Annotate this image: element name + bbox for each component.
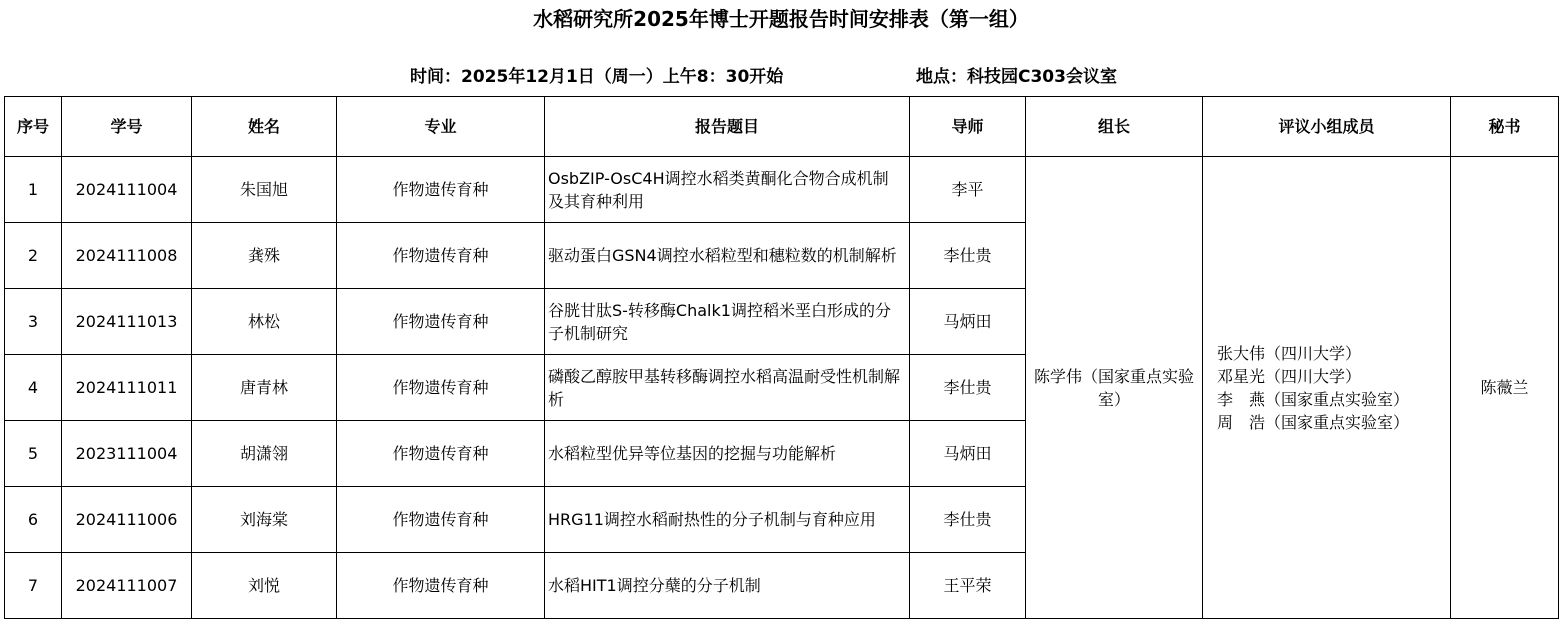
- row-no: 6: [5, 487, 62, 553]
- header-topic: 报告题目: [545, 97, 910, 157]
- row-name: 胡潇翎: [192, 421, 337, 487]
- row-name: 唐青林: [192, 355, 337, 421]
- header-no: 序号: [5, 97, 62, 157]
- row-major: 作物遗传育种: [337, 157, 545, 223]
- row-topic: 驱动蛋白GSN4调控水稻粒型和穗粒数的机制解析: [545, 223, 910, 289]
- row-student-id: 2024111013: [62, 289, 192, 355]
- review-member: 张大伟（四川大学）: [1217, 343, 1362, 363]
- review-members: [1203, 157, 1451, 619]
- row-topic: 水稻粒型优异等位基因的挖掘与功能解析: [545, 421, 910, 487]
- row-name: 龚殊: [192, 223, 337, 289]
- row-no: 4: [5, 355, 62, 421]
- review-member: 邓星光（四川大学）: [1217, 366, 1362, 386]
- meeting-info: [0, 63, 1562, 91]
- row-student-id: 2024111007: [62, 553, 192, 619]
- row-no: 1: [5, 157, 62, 223]
- row-name: 朱国旭: [192, 157, 337, 223]
- header-advisor: 导师: [910, 97, 1026, 157]
- header-name: 姓名: [192, 97, 337, 157]
- page-title: 水稻研究所2025年博士开题报告时间安排表（第一组）: [533, 7, 1029, 31]
- row-student-id: 2024111008: [62, 223, 192, 289]
- row-no: 3: [5, 289, 62, 355]
- row-advisor: 李平: [910, 157, 1026, 223]
- row-major: 作物遗传育种: [337, 421, 545, 487]
- row-no: 7: [5, 553, 62, 619]
- row-topic: 磷酸乙醇胺甲基转移酶调控水稻高温耐受性机制解析: [545, 355, 910, 421]
- review-member: 李 燕（国家重点实验室）: [1217, 389, 1410, 409]
- review-member: 周 浩（国家重点实验室）: [1217, 412, 1410, 432]
- row-name: 林松: [192, 289, 337, 355]
- meeting-time: 时间：2025年12月1日（周一）上午8：30开始: [410, 67, 784, 87]
- row-student-id: 2023111004: [62, 421, 192, 487]
- secretary: 陈薇兰: [1451, 157, 1559, 619]
- header-secretary: 秘书: [1451, 97, 1559, 157]
- row-topic: HRG11调控水稻耐热性的分子机制与育种应用: [545, 487, 910, 553]
- row-major: 作物遗传育种: [337, 487, 545, 553]
- meeting-place: 地点：科技园C303会议室: [916, 67, 1117, 87]
- table-row: [5, 157, 1559, 223]
- row-major: 作物遗传育种: [337, 223, 545, 289]
- row-topic: 水稻HIT1调控分蘖的分子机制: [545, 553, 910, 619]
- header-major: 专业: [337, 97, 545, 157]
- row-advisor: 马炳田: [910, 421, 1026, 487]
- row-no: 2: [5, 223, 62, 289]
- group-leader-text: 陈学伟（国家重点实验室）: [1033, 366, 1194, 409]
- row-name: 刘海棠: [192, 487, 337, 553]
- row-student-id: 2024111006: [62, 487, 192, 553]
- schedule-table: [4, 96, 1559, 619]
- header-members: 评议小组成员: [1203, 97, 1451, 157]
- group-leader: [1026, 157, 1203, 619]
- row-major: 作物遗传育种: [337, 355, 545, 421]
- header-student-id: 学号: [62, 97, 192, 157]
- row-name: 刘悦: [192, 553, 337, 619]
- header-leader: 组长: [1026, 97, 1203, 157]
- row-advisor: 马炳田: [910, 289, 1026, 355]
- row-major: 作物遗传育种: [337, 553, 545, 619]
- header-row: [5, 97, 1559, 157]
- row-student-id: 2024111011: [62, 355, 192, 421]
- row-major: 作物遗传育种: [337, 289, 545, 355]
- row-advisor: 李仕贵: [910, 223, 1026, 289]
- row-topic: 谷胱甘肽S-转移酶Chalk1调控稻米垩白形成的分子机制研究: [545, 289, 910, 355]
- row-advisor: 李仕贵: [910, 487, 1026, 553]
- row-advisor: 王平荣: [910, 553, 1026, 619]
- row-no: 5: [5, 421, 62, 487]
- row-advisor: 李仕贵: [910, 355, 1026, 421]
- row-topic: OsbZIP-OsC4H调控水稻类黄酮化合物合成机制及其育种利用: [545, 157, 910, 223]
- row-student-id: 2024111004: [62, 157, 192, 223]
